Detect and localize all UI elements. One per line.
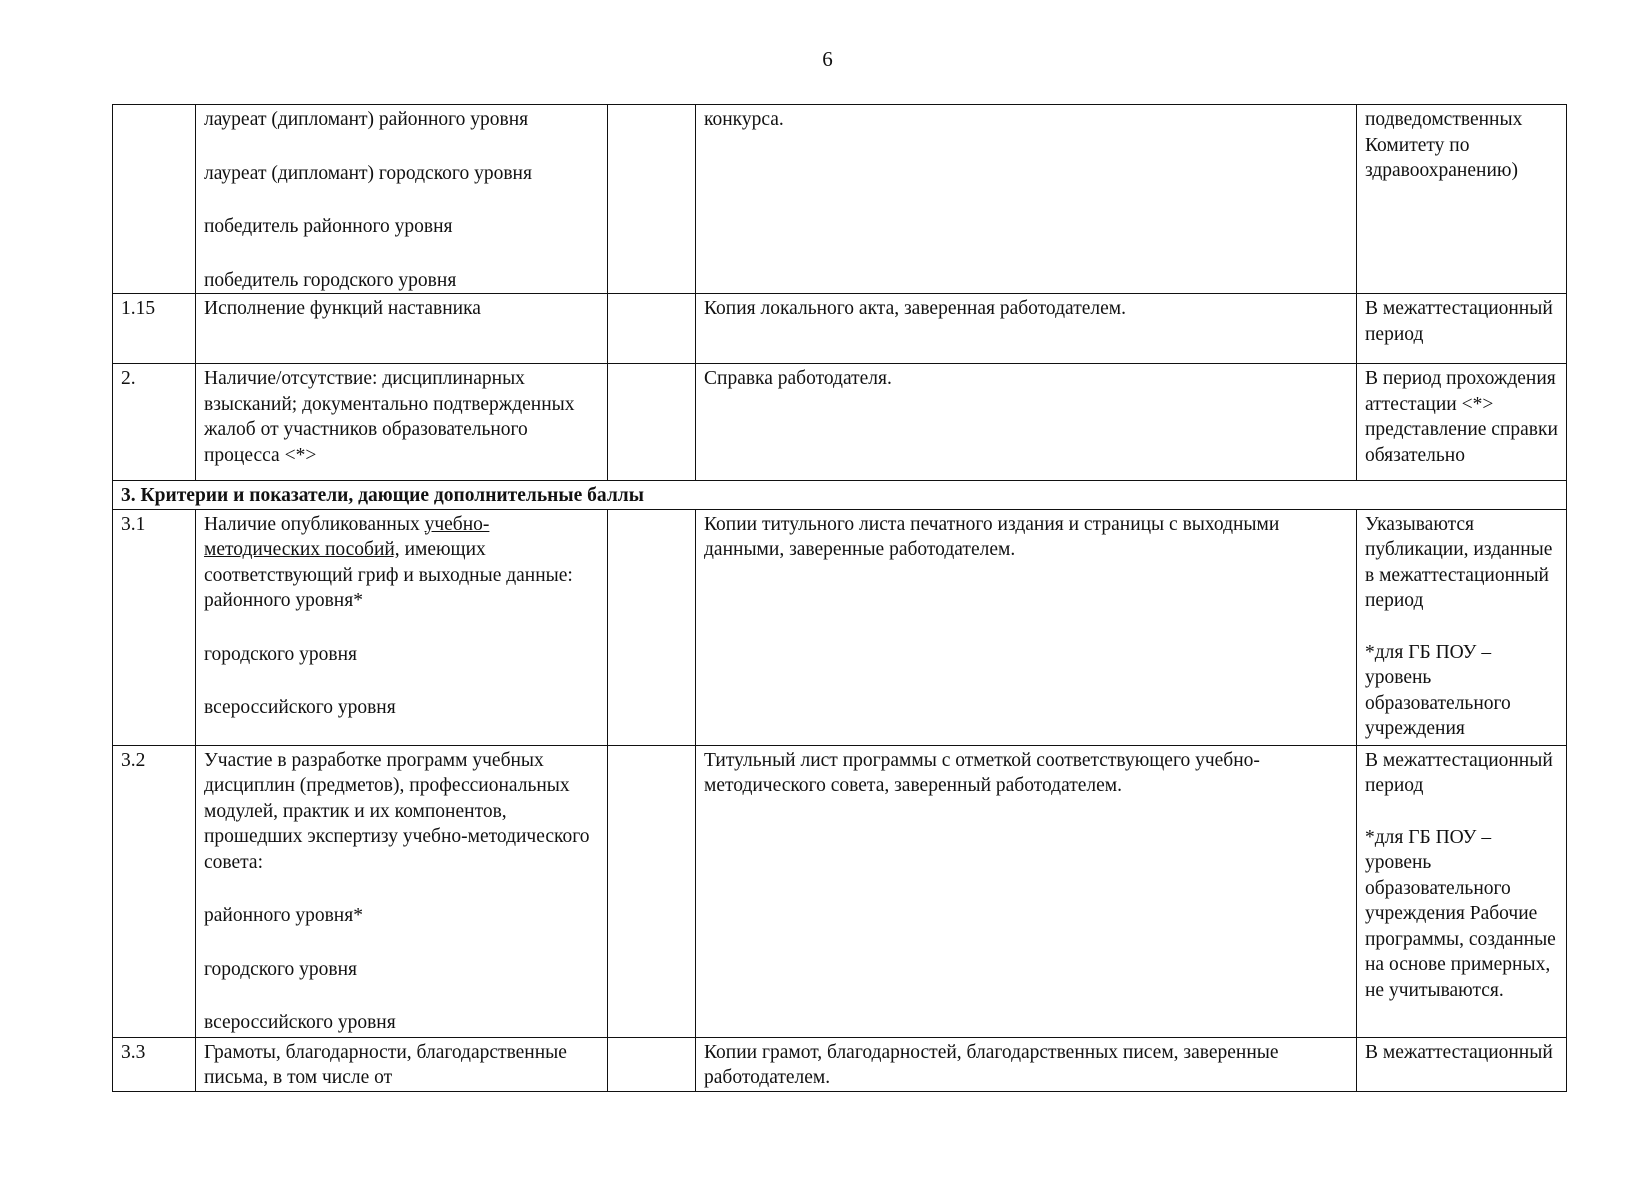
document-cell: Копия локального акта, заверенная работодателем. bbox=[696, 294, 1357, 364]
document-cell: Копии грамот, благодарностей, благодарственных писем, заверенные работодателем. bbox=[696, 1037, 1357, 1091]
empty-cell bbox=[608, 509, 696, 745]
row-number-cell: 3.3 bbox=[113, 1037, 196, 1091]
table-row bbox=[113, 509, 1567, 745]
section-row bbox=[113, 481, 1567, 510]
criterion-cell: Грамоты, благодарности, благодарственные письма, в том числе от bbox=[196, 1037, 608, 1091]
level-item: районного уровня* bbox=[204, 590, 363, 611]
row-number-cell: 3.1 bbox=[113, 509, 196, 745]
criterion-cell: Наличие/отсутствие: дисциплинарных взысканий; документально подтвержденных жалоб от участников образовательного процесса <*> bbox=[196, 364, 608, 481]
note-cell bbox=[1357, 509, 1567, 745]
note-cell: В период прохождения аттестации <*> представление справки обязательно bbox=[1357, 364, 1567, 481]
note-cell: В межаттестационный период bbox=[1357, 294, 1567, 364]
level-item: районного уровня* bbox=[204, 905, 363, 926]
table-row bbox=[113, 364, 1567, 481]
document-cell: Справка работодателя. bbox=[696, 364, 1357, 481]
criterion-text: имеющих соответствующий гриф и выходные данные: bbox=[204, 539, 573, 586]
criterion-cell bbox=[196, 105, 608, 294]
document-cell: Титульный лист программы с отметкой соответствующего учебно-методического совета, заверенный работодателем. bbox=[696, 745, 1357, 1037]
criterion-cell bbox=[196, 509, 608, 745]
row-number-cell bbox=[113, 105, 196, 294]
document-cell: Копии титульного листа печатного издания и страницы с выходными данными, заверенные работодателем. bbox=[696, 509, 1357, 745]
level-item: победитель городского уровня bbox=[204, 269, 457, 291]
level-item: городского уровня bbox=[204, 643, 358, 665]
empty-cell bbox=[608, 364, 696, 481]
empty-cell bbox=[608, 294, 696, 364]
table-row bbox=[113, 745, 1567, 1037]
criterion-cell bbox=[196, 745, 608, 1037]
row-number-cell: 1.15 bbox=[113, 294, 196, 364]
criterion-text: Участие в разработке программ учебных дисциплин (предметов), профессиональных модулей, практик и их компонентов, прошедших экспертизу учебно-методического совета: bbox=[204, 749, 590, 873]
table-row bbox=[113, 1037, 1567, 1091]
level-item: лауреат (дипломант) городского уровня bbox=[204, 162, 532, 184]
page-number: 6 bbox=[822, 47, 833, 71]
note-cell bbox=[1357, 745, 1567, 1037]
note-cell: В межаттестационный bbox=[1357, 1037, 1567, 1091]
note-footnote: *для ГБ ПОУ – уровень образовательного учреждения Рабочие программы, созданные на основе примерных, не учитываются. bbox=[1365, 826, 1556, 1001]
table-row bbox=[113, 294, 1567, 364]
level-item: победитель районного уровня bbox=[204, 216, 453, 237]
criterion-cell: Исполнение функций наставника bbox=[196, 294, 608, 364]
row-number-cell: 3.2 bbox=[113, 745, 196, 1037]
table-row bbox=[113, 105, 1567, 294]
criterion-text: Наличие опубликованных bbox=[204, 513, 425, 535]
level-item: всероссийского уровня bbox=[204, 1012, 396, 1033]
empty-cell bbox=[608, 745, 696, 1037]
row-number-cell: 2. bbox=[113, 364, 196, 481]
note-text: В межаттестационный период bbox=[1365, 749, 1553, 796]
level-item: лауреат (дипломант) районного уровня bbox=[204, 109, 529, 130]
empty-cell bbox=[608, 1037, 696, 1091]
note-footnote: *для ГБ ПОУ – уровень образовательного учреждения bbox=[1365, 641, 1511, 739]
criterion-underlined-text: учебно-методических пособий, bbox=[204, 513, 490, 560]
criteria-table bbox=[112, 104, 1567, 1092]
level-item: городского уровня bbox=[204, 958, 358, 980]
note-text: Указываются публикации, изданные в межаттестационный период bbox=[1365, 513, 1553, 611]
note-cell: подведомственных Комитету по здравоохранению) bbox=[1357, 105, 1567, 294]
document-cell: конкурса. bbox=[696, 105, 1357, 294]
empty-cell bbox=[608, 105, 696, 294]
section-heading: 3. Критерии и показатели, дающие дополнительные баллы bbox=[113, 481, 1567, 510]
level-item: всероссийского уровня bbox=[204, 697, 396, 718]
